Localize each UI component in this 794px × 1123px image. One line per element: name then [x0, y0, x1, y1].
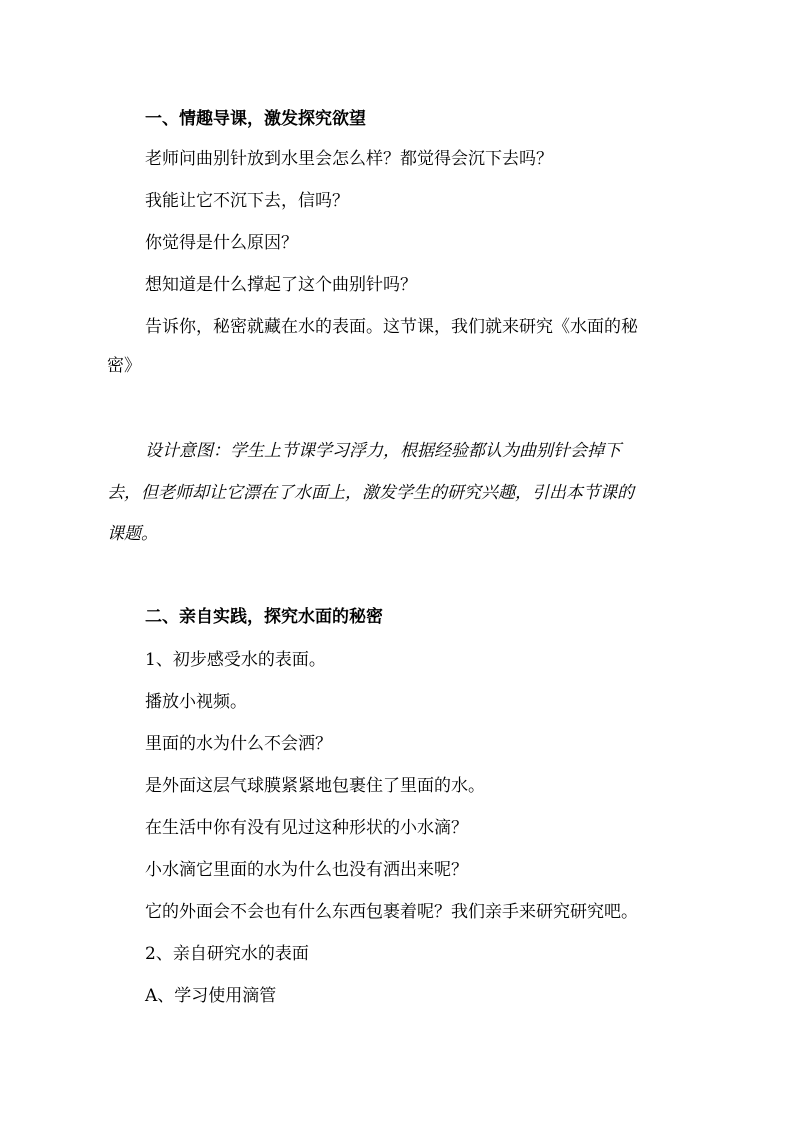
- design-intent-line: 课题。: [107, 524, 158, 544]
- text-line: 老师问曲别针放到水里会怎么样？都觉得会沉下去吗？: [145, 149, 553, 169]
- text-line: 想知道是什么撑起了这个曲别针吗？: [145, 275, 417, 295]
- text-line: 1、初步感受水的表面。: [145, 650, 326, 670]
- text-line: 播放小视频。: [145, 692, 247, 712]
- text-line: 小水滴它里面的水为什么也没有洒出来呢？: [145, 860, 468, 880]
- design-intent-line: 去，但老师却让它漂在了水面上，激发学生的研究兴趣，引出本节课的: [107, 483, 634, 503]
- paragraph-line: 告诉你，秘密就藏在水的表面。这节课，我们就来研究《水面的秘: [145, 317, 638, 337]
- text-line: 你觉得是什么原因？: [145, 233, 298, 253]
- text-line: A、学习使用滴管: [145, 986, 277, 1006]
- text-line: 里面的水为什么不会洒？: [145, 734, 332, 754]
- section-heading-2: 二、亲自实践，探究水面的秘密: [145, 607, 383, 627]
- section-heading-1: 一、情趣导课，激发探究欲望: [145, 109, 366, 129]
- paragraph-line: 密》: [107, 356, 141, 376]
- design-intent-line: 设计意图：学生上节课学习浮力，根据经验都认为曲别针会掉下: [145, 441, 621, 461]
- text-line: 在生活中你有没有见过这种形状的小水滴？: [145, 818, 468, 838]
- text-line: 它的外面会不会也有什么东西包裹着呢？我们亲手来研究研究吧。: [145, 902, 638, 922]
- text-line: 2、亲自研究水的表面: [145, 944, 309, 964]
- text-line: 我能让它不沉下去，信吗？: [145, 191, 349, 211]
- text-line: 是外面这层气球膜紧紧地包裹住了里面的水。: [145, 776, 485, 796]
